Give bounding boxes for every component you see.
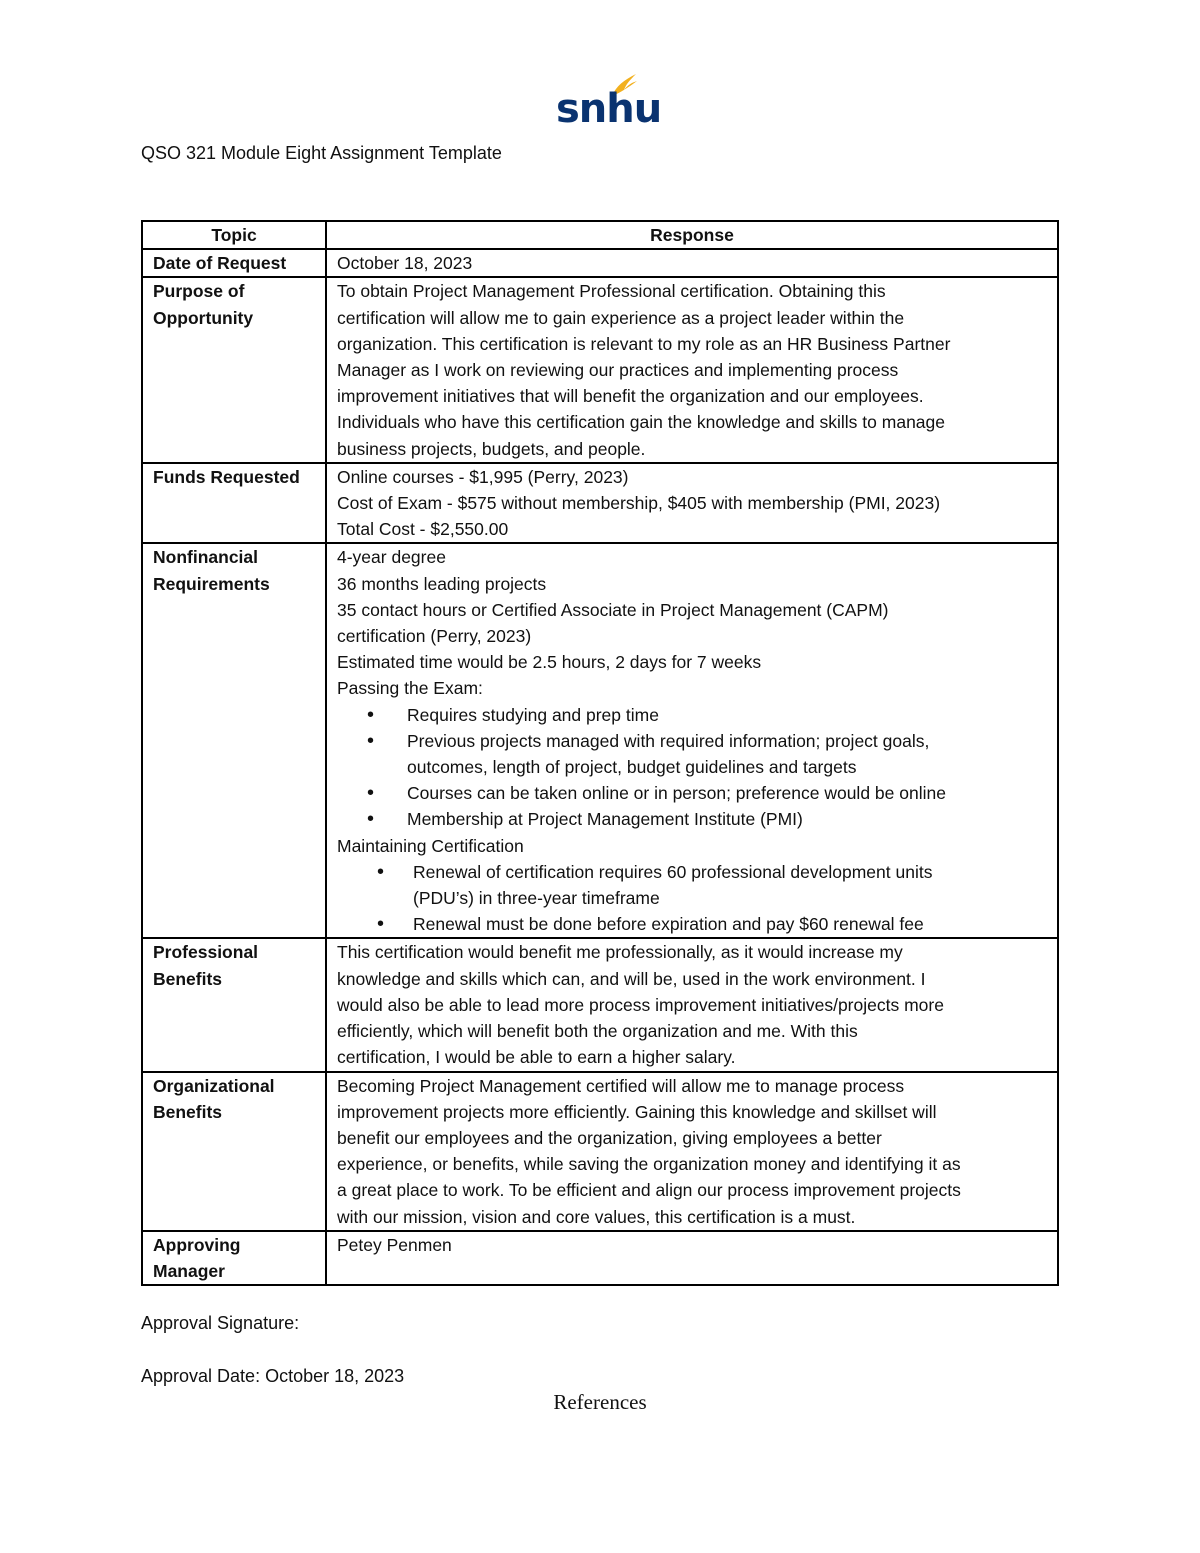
response-line: 4-year degree — [337, 547, 446, 568]
list-item-line: (PDU’s) in three-year timeframe — [413, 888, 660, 909]
response-line: efficiently, which will benefit both the organization and me. With this — [337, 1021, 858, 1042]
topic-line: Purpose of — [153, 281, 245, 302]
list-item-line: • Previous projects managed with required information; project goals, — [407, 730, 930, 751]
snhu-logo — [556, 72, 662, 132]
row-approving-manager — [142, 1231, 1058, 1285]
response-line: 35 contact hours or Certified Associate in Project Management (CAPM) — [337, 599, 889, 620]
topic-cell — [142, 1231, 326, 1285]
response-cell — [326, 543, 1058, 938]
list-item — [337, 859, 1047, 911]
response-line: Total Cost - $2,550.00 — [337, 519, 509, 540]
topic-cell — [142, 277, 326, 462]
topic-line: Opportunity — [153, 307, 254, 328]
topic-line: Manager — [153, 1260, 225, 1281]
response-cell — [326, 277, 1058, 462]
logo-wordmark: snhu — [556, 86, 662, 132]
topic-cell — [142, 543, 326, 938]
header-topic: Topic — [142, 221, 326, 249]
response-line: a great place to work. To be efficient and align our process improvement projects — [337, 1180, 961, 1201]
approval-date: Approval Date: October 18, 2023 — [141, 1366, 405, 1386]
row-date-of-request — [142, 249, 1058, 277]
response-line: certification will allow me to gain experience as a project leader within the — [337, 307, 905, 328]
response-line: knowledge and skills which can, and will be, used in the work environment. I — [337, 968, 926, 989]
row-organizational-benefits — [142, 1072, 1058, 1231]
topic-line: Benefits — [153, 1101, 223, 1122]
topic-cell: Date of Request — [142, 249, 326, 277]
topic-line: Requirements — [153, 573, 270, 594]
response-line: improvement initiatives that will benefit the organization and our employees. — [337, 386, 924, 407]
header-response: Response — [326, 221, 1058, 249]
response-line: certification (Perry, 2023) — [337, 626, 532, 647]
approval-signature-label: Approval Signature: — [141, 1313, 300, 1333]
topic-cell — [142, 1072, 326, 1231]
response-line: experience, or benefits, while saving the organization money and identifying it as — [337, 1154, 961, 1175]
response-line: Manager as I work on reviewing our practices and implementing process — [337, 360, 899, 381]
response-line: Cost of Exam - $575 without membership, $405 with membership (PMI, 2023) — [337, 493, 941, 514]
response-line: 36 months leading projects — [337, 573, 547, 594]
response-line: would also be able to lead more process improvement initiatives/projects more — [337, 994, 944, 1015]
response-line: Estimated time would be 2.5 hours, 2 days for 7 weeks — [337, 652, 762, 673]
request-table — [141, 220, 1059, 1286]
list-item: • Courses can be taken online or in person; preference would be online — [337, 780, 1047, 806]
list-item — [337, 728, 1047, 780]
response-line: with our mission, vision and core values, this certification is a must. — [337, 1206, 856, 1227]
document-title: QSO 321 Module Eight Assignment Template — [141, 143, 502, 163]
topic-cell: Funds Requested — [142, 463, 326, 544]
references-heading: References — [553, 1390, 647, 1414]
response-cell: October 18, 2023 — [326, 249, 1058, 277]
topic-line: Professional — [153, 942, 259, 963]
maintain-bullet-list — [337, 859, 1047, 938]
topic-line: Approving — [153, 1234, 241, 1255]
response-line: improvement projects more efficiently. Gaining this knowledge and skillset will — [337, 1101, 937, 1122]
list-item: • Membership at Project Management Institute (PMI) — [337, 806, 1047, 832]
row-purpose — [142, 277, 1058, 462]
response-cell — [326, 463, 1058, 544]
response-line: This certification would benefit me professionally, as it would increase my — [337, 942, 903, 963]
response-line: organization. This certification is relevant to my role as an HR Business Partner — [337, 333, 951, 354]
maintaining-label: Maintaining Certification — [337, 835, 524, 856]
response-line: To obtain Project Management Professional certification. Obtaining this — [337, 281, 886, 302]
topic-cell — [142, 938, 326, 1071]
list-item-line: outcomes, length of project, budget guidelines and targets — [407, 757, 857, 778]
row-professional-benefits — [142, 938, 1058, 1071]
table-header-row — [142, 221, 1058, 249]
response-line: certification, I would be able to earn a higher salary. — [337, 1047, 736, 1068]
response-line: Online courses - $1,995 (Perry, 2023) — [337, 466, 629, 487]
response-line: Passing the Exam: — [337, 678, 483, 699]
exam-bullet-list — [337, 702, 1047, 833]
response-line: Becoming Project Management certified will allow me to manage process — [337, 1075, 905, 1096]
response-line: business projects, budgets, and people. — [337, 438, 646, 459]
response-cell — [326, 1072, 1058, 1231]
topic-line: Organizational — [153, 1075, 275, 1096]
row-funds-requested — [142, 463, 1058, 544]
response-line: benefit our employees and the organization, giving employees a better — [337, 1127, 882, 1148]
response-cell — [326, 938, 1058, 1071]
topic-line: Benefits — [153, 968, 223, 989]
response-cell: Petey Penmen — [326, 1231, 1058, 1285]
topic-line: Nonfinancial — [153, 547, 259, 568]
list-item: • Renewal must be done before expiration and pay $60 renewal fee — [337, 911, 1047, 937]
list-item-line: • Renewal of certification requires 60 professional development units — [413, 861, 933, 882]
list-item: • Requires studying and prep time — [337, 702, 1047, 728]
response-line: Individuals who have this certification gain the knowledge and skills to manage — [337, 412, 945, 433]
row-nonfinancial — [142, 543, 1058, 938]
